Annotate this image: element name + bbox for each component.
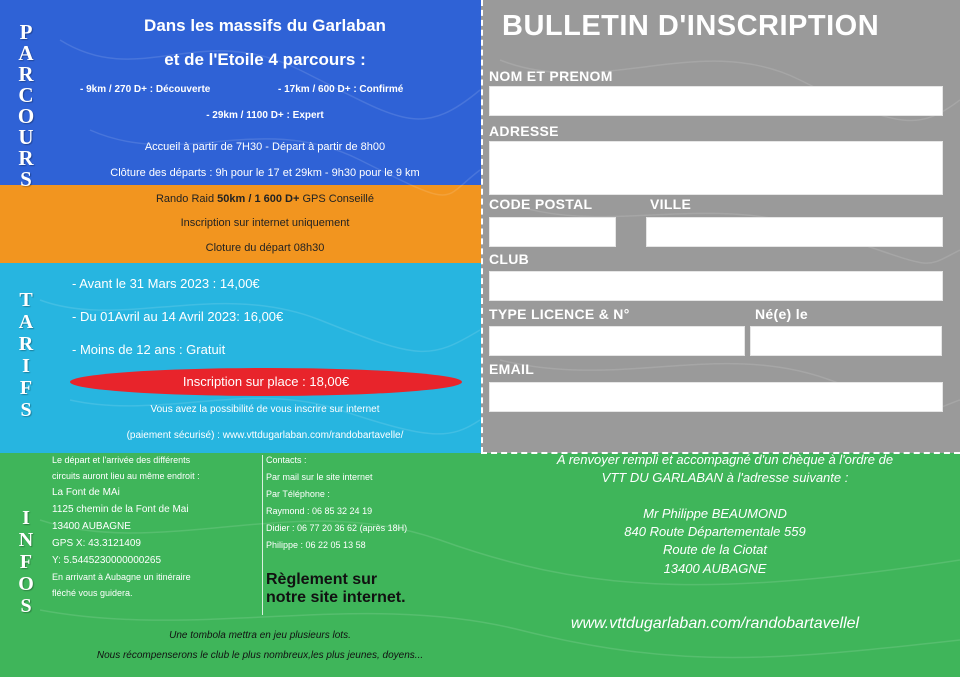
parcours-option-confirme: - 17km / 600 D+ : Confirmé: [278, 84, 404, 95]
email-field[interactable]: [489, 382, 943, 412]
label-ville: VILLE: [650, 196, 692, 212]
cut-line-vertical: [481, 0, 483, 453]
parcours-accueil: Accueil à partir de 7H30 - Départ à partir de 8h00: [144, 141, 386, 153]
tarif-avant-mars: - Avant le 31 Mars 2023 : 14,00€: [72, 276, 260, 291]
tombola-line1: Une tombola mettra en jeu plusieurs lots.: [169, 630, 351, 641]
parcours-line1: Dans les massifs du Garlaban: [144, 16, 386, 35]
label-code-postal: CODE POSTAL: [489, 196, 593, 212]
website-link[interactable]: www.vttdugarlaban.com/randobartavellel: [570, 615, 860, 632]
tarifs-note1: Vous avez la possibilité de vous inscrire sur internet: [150, 404, 380, 415]
label-nom: NOM ET PRENOM: [489, 68, 613, 84]
label-type-licence: TYPE LICENCE & N°: [489, 306, 630, 322]
type-licence-field[interactable]: [489, 326, 745, 356]
renvoyer-line2: VTT DU GARLABAN à l'adresse suivante :: [601, 470, 849, 485]
parcours-vertical-label: P A R C O U R S: [17, 20, 35, 191]
renvoyer-line1: A renvoyer rempli et accompagné d'un chèque à l'ordre de: [556, 452, 894, 467]
ville-field[interactable]: [646, 217, 943, 247]
label-adresse: ADRESSE: [489, 123, 559, 139]
tarif-avril: - Du 01Avril au 14 Avril 2023: 16,00€: [72, 309, 284, 324]
address-city: 13400 AUBAGNE: [663, 561, 767, 576]
infos-vertical-label: I N F O S: [18, 507, 34, 617]
club-field[interactable]: [489, 271, 943, 301]
date-naissance-field[interactable]: [750, 326, 942, 356]
rando-line1: Rando Raid 50km / 1 600 D+ GPS Conseillé: [155, 193, 374, 205]
parcours-line2: et de l'Etoile 4 parcours :: [164, 50, 366, 69]
address-route: Route de la Ciotat: [662, 542, 768, 557]
parcours-option-decouverte: - 9km / 270 D+ : Découverte: [80, 84, 211, 95]
rando-line2: Inscription sur internet uniquement: [180, 217, 350, 229]
tarifs-vertical-label: T A R I F S: [18, 289, 34, 421]
bulletin-title: BULLETIN D'INSCRIPTION: [502, 10, 880, 42]
infos-divider: [262, 455, 263, 615]
label-ne-le: Né(e) le: [755, 306, 808, 322]
tarifs-note2: (paiement sécurisé) : www.vttdugarlaban.com/randobartavelle/: [126, 430, 404, 441]
label-email: EMAIL: [489, 361, 535, 377]
infos-contacts: Contacts : Par mail sur le site internet Par Téléphone : Raymond : 06 85 32 24 19 Didier : 06 77 20 36 62 (après 18H) Philippe : 06 22 05 13 58: [266, 455, 408, 550]
rando-line3: Cloture du départ 08h30: [205, 242, 325, 254]
nom-prenom-field[interactable]: [489, 86, 943, 116]
address-street: 840 Route Départementale 559: [624, 524, 806, 539]
parcours-cloture: Clôture des départs : 9h pour le 17 et 29km - 9h30 pour le 9 km: [110, 167, 420, 179]
label-club: CLUB: [489, 251, 530, 267]
adresse-field[interactable]: [489, 141, 943, 195]
parcours-option-expert: - 29km / 1100 D+ : Expert: [206, 110, 324, 121]
tarif-moins-12: - Moins de 12 ans : Gratuit: [72, 342, 226, 357]
tombola-line2: Nous récompenserons le club le plus nombreux,les plus jeunes, doyens...: [96, 650, 424, 661]
code-postal-field[interactable]: [489, 217, 616, 247]
inscription-sur-place: Inscription sur place : 18,00€: [182, 374, 350, 389]
reglement-note: Règlement sur notre site internet.: [266, 571, 406, 606]
infos-lieu-depart: Le départ et l'arrivée des différents circuits auront lieu au même endroit : La Font de MAi 1125 chemin de la Font de Mai 13400 AUBAGNE GPS X: 43.3121409 Y: 5.5445230000000265 En arrivant à Aubagne un itinéraire fléché vous guidera.: [52, 455, 200, 598]
address-name: Mr Philippe BEAUMOND: [643, 506, 787, 521]
